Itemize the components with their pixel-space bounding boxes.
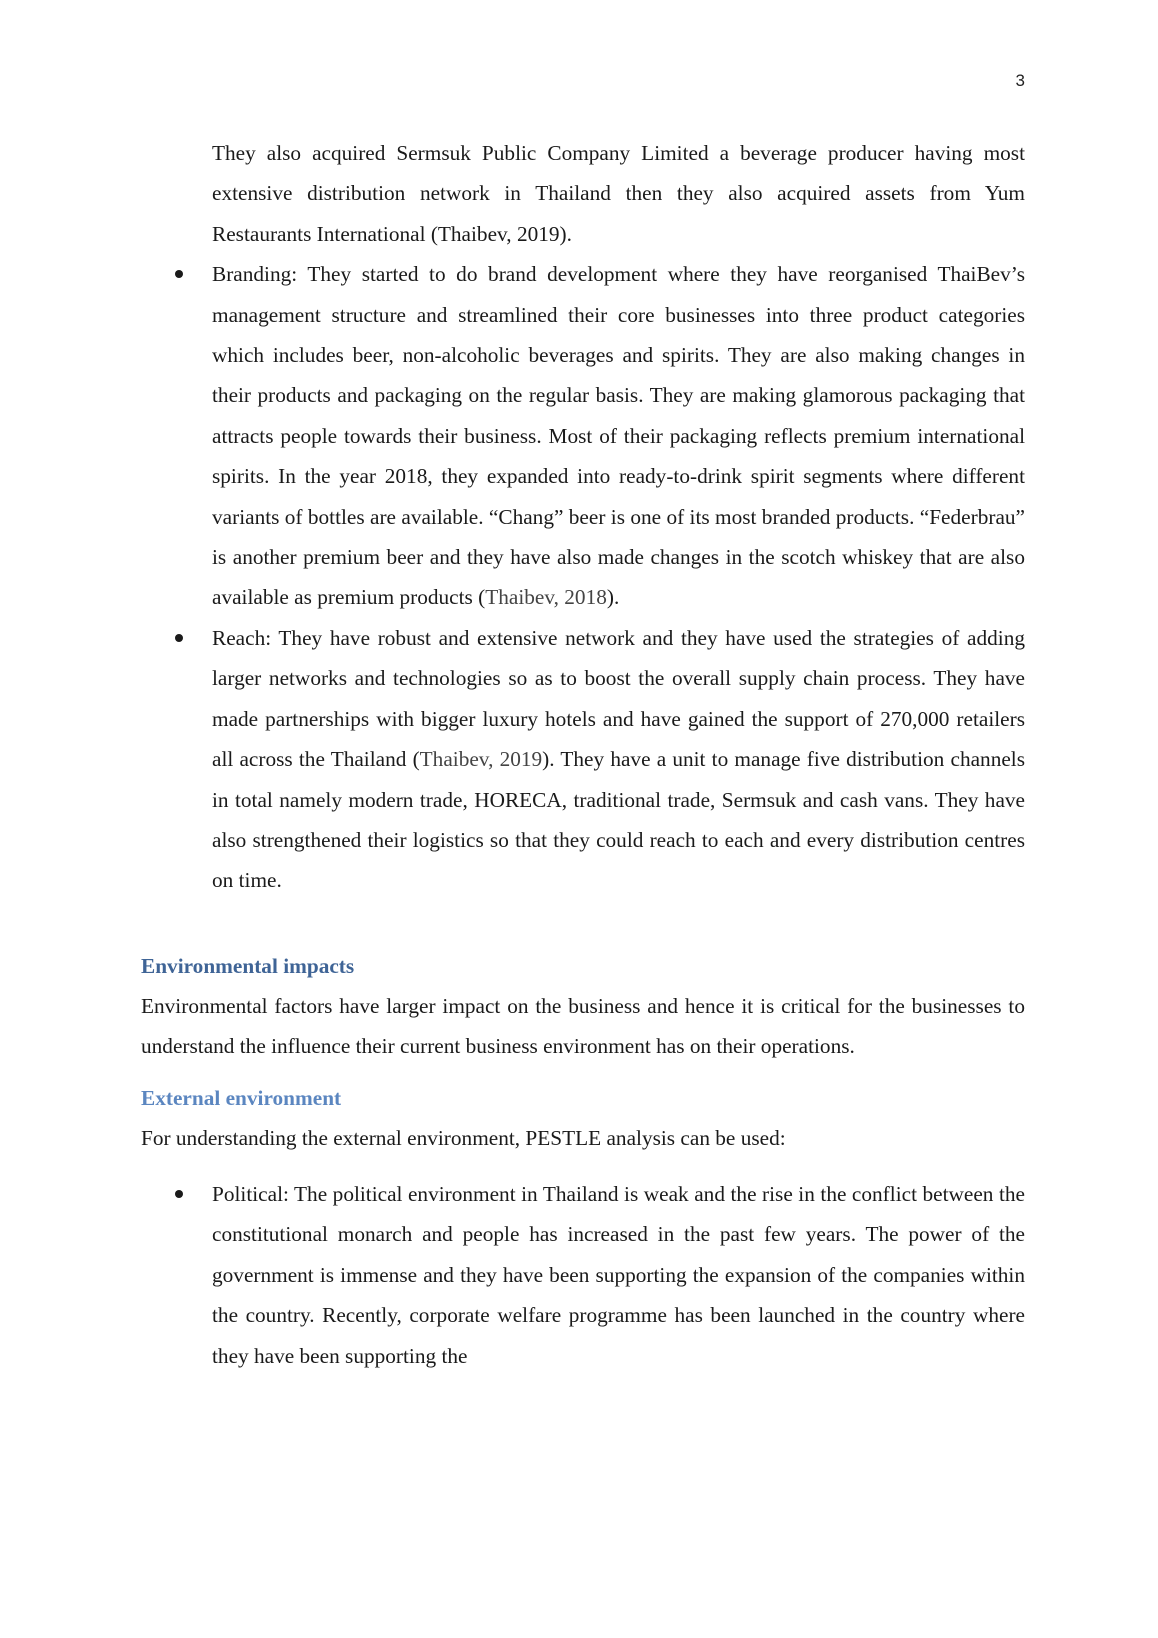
citation: Thaibev, 2019 bbox=[419, 747, 543, 772]
list-item-branding bbox=[141, 254, 1025, 618]
branding-text: Branding: They started to do brand development where they have reorganised ThaiBev’s management structure and streamlined their core businesses into three product categories which includes beer, non-alcoholic beverages and spirits. They are also making changes in their products and packaging on the regular basis. They are making glamorous packaging that attracts people towards their business. Most of their packaging reflects premium international spirits. In the year 2018, they expanded into ready-to-drink spirit segments where different variants of bottles are available. “Chang” beer is one of its most branded products. “Federbrau” is another premium beer and they have also made changes in the scotch whiskey that are also available as premium products ( bbox=[212, 262, 1025, 610]
bullet-list-pestle bbox=[141, 1174, 1025, 1376]
page-number: 3 bbox=[1015, 71, 1025, 90]
bullet-list-strategies bbox=[141, 254, 1025, 901]
citation: Thaibev, 2018 bbox=[485, 585, 607, 610]
list-item-political bbox=[141, 1174, 1025, 1376]
continuation-paragraph: They also acquired Sermsuk Public Company Limited a beverage producer having most extensive distribution network in Thailand then they also acquired assets from Yum Restaurants International (Thaibev, 2019). bbox=[212, 141, 1025, 246]
environmental-paragraph: Environmental factors have larger impact on the business and hence it is critical for the businesses to understand the influence their current business environment has on their operations. bbox=[141, 993, 1025, 1059]
reach-text: Reach: They have robust and extensive network and they have used the strategies of adding larger networks and technologies so as to boost the overall supply chain process. They have made partnerships with bigger luxury hotels and have gained the support of 270,000 retailers all across the Thailand ( bbox=[212, 625, 1025, 772]
heading-external-environment: External environment bbox=[141, 1085, 342, 1110]
bullet-icon bbox=[175, 1190, 183, 1198]
document-body bbox=[141, 133, 1025, 1376]
branding-tail: ). bbox=[606, 585, 620, 610]
political-text: Political: The political environment in Thailand is weak and the rise in the conflict between the constitutional monarch and people has increased in the past few years. The power of the government is immense and they have been supporting the expansion of the companies within the country. Recently, corporate welfare programme has been launched in the country where they have been supporting the bbox=[212, 1181, 1025, 1368]
bullet-icon bbox=[175, 270, 183, 278]
heading-environmental-impacts: Environmental impacts bbox=[141, 953, 355, 978]
bullet-icon bbox=[175, 634, 183, 642]
reach-tail: ). They have a unit to manage five distribution channels in total namely modern trade, HORECA, traditional trade, Sermsuk and cash vans. They have also strengthened their logistics so that they could reach to each and every distribution centres on time. bbox=[212, 747, 1025, 893]
external-lead-paragraph: For understanding the external environment, PESTLE analysis can be used: bbox=[141, 1125, 786, 1150]
list-item-reach bbox=[141, 618, 1025, 901]
